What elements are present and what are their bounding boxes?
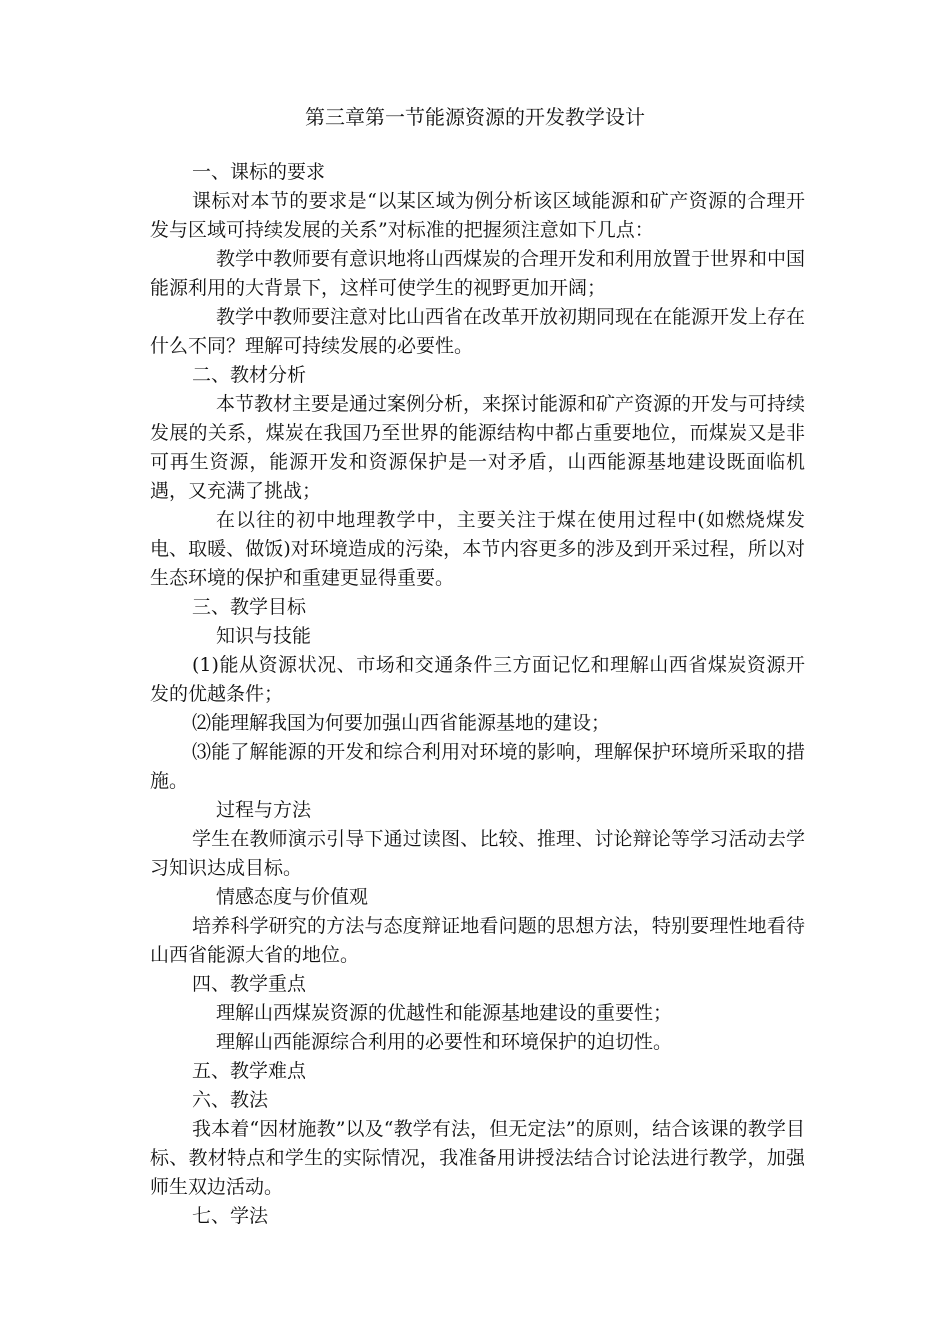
heading-key-points: 四、教学重点 [192,973,307,995]
subheading: 情感态度与价值观 [216,886,369,908]
paragraph: 在以往的初中地理教学中，主要关注于煤在使用过程中(如燃烧煤发电、取暖、做饭)对环境造成的污染，本节内容更多的涉及到开采过程，所以对生态环境的保护和重建更显得重要。 [150,509,805,589]
heading-difficulties: 五、教学难点 [192,1060,307,1082]
heading-textbook-analysis: 二、教材分析 [192,364,307,386]
paragraph: 课标对本节的要求是“以某区域为例分析该区域能源和矿产资源的合理开发与区域可持续发展的关系”对标准的把握须注意如下几点： [150,190,805,241]
heading-learning-method: 七、学法 [192,1205,269,1227]
heading-curriculum: 一、课标的要求 [192,161,326,183]
list-item: ⑵能理解我国为何要加强山西省能源基地的建设； [192,712,611,734]
paragraph: 本节教材主要是通过案例分析，来探讨能源和矿产资源的开发与可持续发展的关系，煤炭在我国乃至世界的能源结构中都占重要地位，而煤炭又是非可再生资源，能源开发和资源保护是一对矛盾，山西能源基地建设既面临机遇，又充满了挑战； [150,393,806,502]
subheading: 知识与技能 [216,625,312,647]
paragraph: 学生在教师演示引导下通过读图、比较、推理、讨论辩论等学习活动去学习知识达成目标。 [150,828,805,879]
list-item: ⑶能了解能源的开发和综合利用对环境的影响，理解保护环境所采取的措施。 [150,741,805,792]
paragraph: 我本着“因材施教”以及“教学有法，但无定法”的原则，结合该课的教学目标、教材特点和学生的实际情况，我准备用讲授法结合讨论法进行教学，加强师生双边活动。 [150,1118,805,1198]
paragraph: 教学中教师要注意对比山西省在改革开放初期同现在在能源开发上存在什么不同？理解可持续发展的必要性。 [150,306,806,357]
paragraph: 教学中教师要有意识地将山西煤炭的合理开发和利用放置于世界和中国能源利用的大背景下，这样可使学生的视野更加开阔； [150,248,806,299]
heading-teaching-goals: 三、教学目标 [192,596,307,618]
document-body [150,158,805,1231]
paragraph: 培养科学研究的方法与态度辩证地看问题的思想方法，特别要理性地看待山西省能源大省的地位。 [150,915,805,966]
paragraph: 理解山西煤炭资源的优越性和能源基地建设的重要性； [216,1002,673,1024]
heading-teaching-method: 六、教法 [192,1089,269,1111]
paragraph: 理解山西能源综合利用的必要性和环境保护的迫切性。 [216,1031,673,1053]
subheading: 过程与方法 [216,799,312,821]
list-item: (1)能从资源状况、市场和交通条件三方面记忆和理解山西省煤炭资源开发的优越条件； [150,654,805,705]
document-title: 第三章第一节能源资源的开发教学设计 [305,105,645,129]
